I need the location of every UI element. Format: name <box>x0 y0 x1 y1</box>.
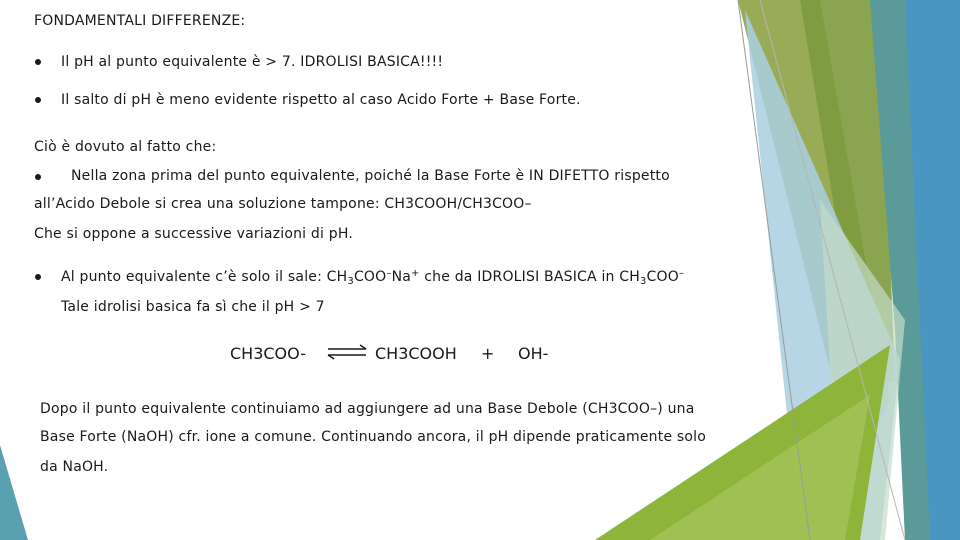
equiv-sup-3: – <box>678 268 685 279</box>
equiv-bullet <box>61 269 684 287</box>
facet-bottom-left <box>0 445 28 540</box>
cause-bullet: Nella zona prima del punto equivalente, poiché la Base Forte è IN DIFETTO rispetto <box>71 168 670 184</box>
bullet-salto-ph: Il salto di pH è meno evidente rispetto al caso Acido Forte + Base Forte. <box>61 92 581 108</box>
bullet-dot <box>35 274 41 280</box>
equation-plus: + <box>481 344 495 363</box>
equiv-line-2: Tale idrolisi basica fa sì che il pH > 7 <box>61 299 325 315</box>
after-line-3: da NaOH. <box>40 459 109 475</box>
equation-product-hydroxide: OH- <box>518 344 549 363</box>
equiv-part-2: COO <box>353 269 387 285</box>
cause-line-3: Che si oppone a successive variazioni di pH. <box>34 226 353 242</box>
equilibrium-arrow-icon <box>326 344 368 360</box>
equiv-sub-2: 3 <box>639 276 647 287</box>
cause-intro: Ciò è dovuto al fatto che: <box>34 139 217 155</box>
equation-reactant: CH3COO- <box>230 344 306 363</box>
equiv-sub-1: 3 <box>347 276 354 287</box>
after-line-2: Base Forte (NaOH) cfr. ione a comune. Continuando ancora, il pH dipende praticamente solo <box>40 429 707 445</box>
after-line-1: Dopo il punto equivalente continuiamo ad aggiungere ad una Base Debole (CH3COO–) una <box>40 401 695 417</box>
equiv-sup-2: + <box>411 268 420 279</box>
equiv-part-1: Al punto equivalente c’è solo il sale: CH <box>61 269 348 285</box>
bullet-ph-equivalente: Il pH al punto equivalente è > 7. IDROLISI BASICA!!!! <box>61 54 444 70</box>
bullet-dot <box>35 97 41 103</box>
equation-product-acid: CH3COOH <box>375 344 457 363</box>
bullet-dot <box>35 59 41 65</box>
slide-heading: FONDAMENTALI DIFFERENZE: <box>34 13 246 29</box>
equiv-part-5: COO <box>646 269 679 285</box>
equiv-sup-1: – <box>386 268 392 279</box>
equiv-part-3: Na <box>391 269 412 285</box>
equiv-part-4: che da IDROLISI BASICA in CH <box>419 269 640 285</box>
bullet-dot <box>35 174 41 180</box>
cause-line-2: all’Acido Debole si crea una soluzione tampone: CH3COOH/CH3COO– <box>34 196 532 212</box>
